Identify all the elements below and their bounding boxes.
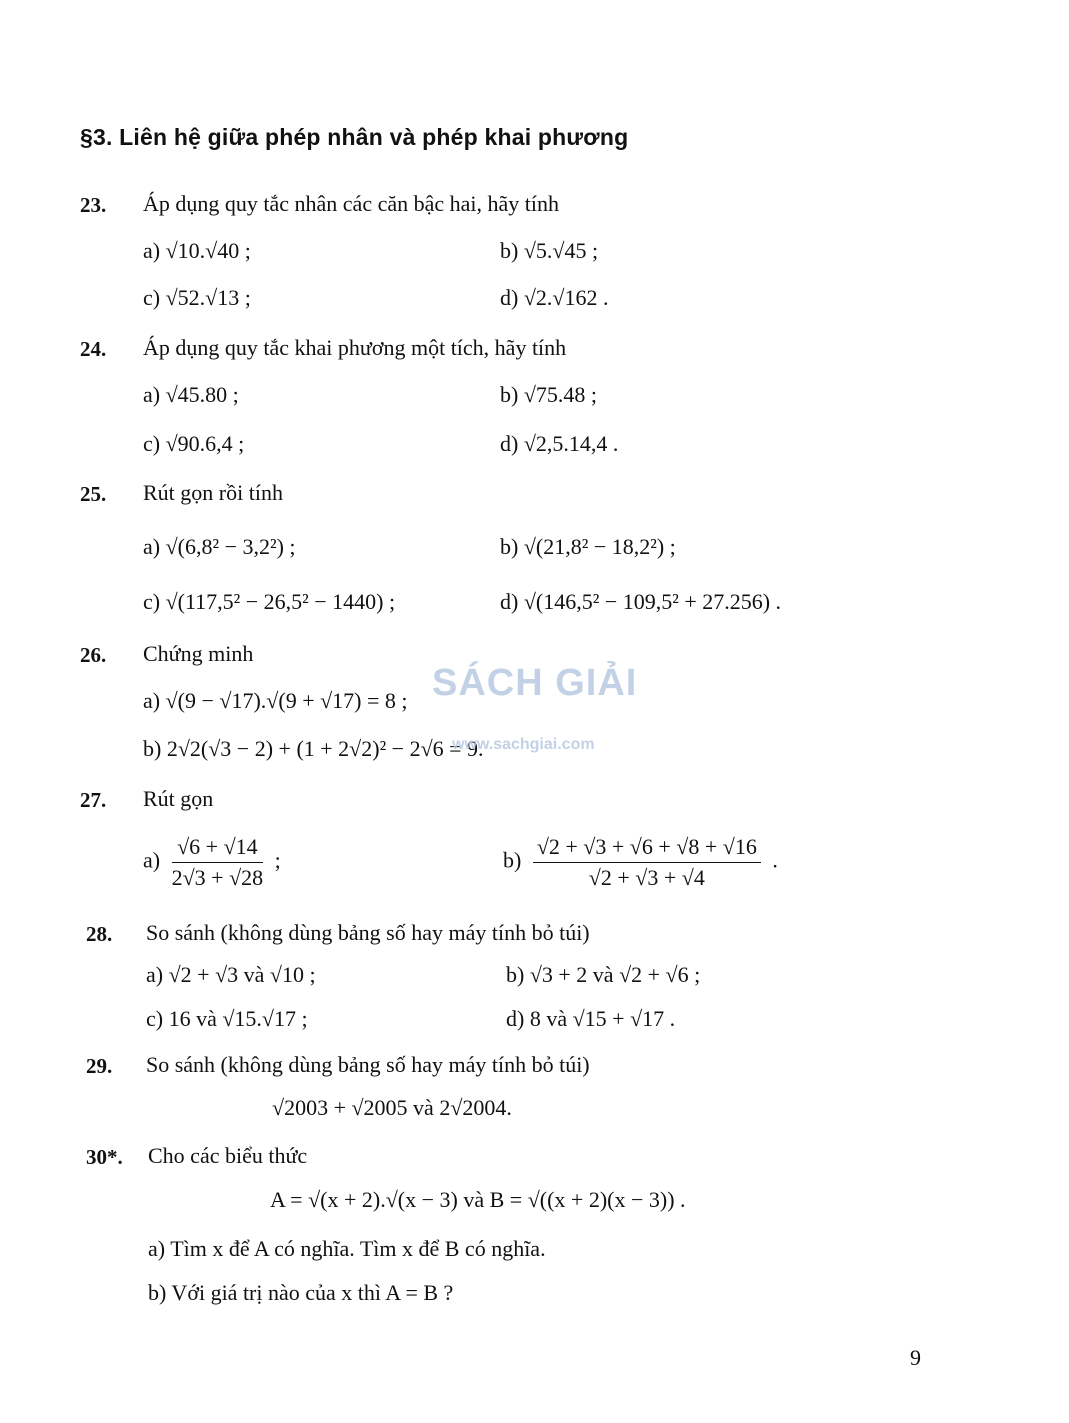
exercise-item: a) √(9 − √17).√(9 + √17) = 8 ;	[143, 688, 408, 713]
exercise-item: c) √90.6,4 ;	[143, 431, 245, 456]
exercise-text: Áp dụng quy tắc nhân các căn bậc hai, hãy tính	[143, 191, 560, 216]
fraction-denominator: √2 + √3 + √4	[588, 865, 705, 890]
exercise-number: 28.	[86, 922, 113, 946]
exercise-number: 26.	[80, 643, 107, 667]
exercise-item: d) √(146,5² − 109,5² + 27.256) .	[500, 589, 782, 614]
fraction-denominator: 2√3 + √28	[171, 865, 264, 890]
exercise-number: 24.	[80, 337, 107, 361]
exercise-item: b) Với giá trị nào của x thì A = B ?	[148, 1280, 454, 1305]
exercise-item: d) 8 và √15 + √17 .	[506, 1006, 676, 1031]
watermark-logo-text: SÁCH GIẢI	[432, 662, 638, 704]
exercise-item: b) √(21,8² − 18,2²) ;	[500, 534, 676, 559]
exercise-item: c) 16 và √15.√17 ;	[146, 1006, 308, 1031]
exercise-item: c) √(117,5² − 26,5² − 1440) ;	[143, 589, 396, 614]
exercise-number: 23.	[80, 193, 107, 217]
fraction-numerator: √6 + √14	[172, 834, 264, 863]
page-number: 9	[910, 1345, 921, 1370]
exercise-text: Rút gọn rồi tính	[143, 480, 283, 505]
exercise-text: So sánh (không dùng bảng số hay máy tính bỏ túi)	[146, 1052, 590, 1077]
exercise-item: a) √(6,8² − 3,2²) ;	[143, 534, 296, 559]
exercise-item: d) √2,5.14,4 .	[500, 431, 619, 456]
watermark-url: www.sachgiai.com	[452, 736, 595, 753]
exercise-item: a) Tìm x để A có nghĩa. Tìm x để B có nghĩa.	[148, 1236, 546, 1261]
exercise-item: b) 2√2(√3 − 2) + (1 + 2√2)² − 2√6 = 9.	[143, 736, 484, 761]
fraction-tail: ;	[274, 847, 281, 873]
exercise-text: Rút gọn	[143, 786, 214, 811]
exercise-item: b) √5.√45 ;	[500, 238, 599, 263]
exercise-item: b) √3 + 2 và √2 + √6 ;	[506, 962, 701, 987]
fraction-label: b)	[503, 847, 522, 873]
exercise-item: c) √52.√13 ;	[143, 285, 251, 310]
exercise-text: Cho các biểu thức	[148, 1143, 308, 1168]
fraction-tail: .	[772, 847, 778, 873]
exercise-item: a) √45.80 ;	[143, 382, 239, 407]
exercise-item: b) √75.48 ;	[500, 382, 598, 407]
exercise-text: Chứng minh	[143, 641, 254, 666]
exercise-item: a) √10.√40 ;	[143, 238, 251, 263]
fraction	[172, 834, 264, 891]
fraction-item-a	[143, 834, 281, 891]
exercise-text: Áp dụng quy tắc khai phương một tích, hãy tính	[143, 335, 567, 360]
exercise-number: 25.	[80, 482, 107, 506]
exercise-number: 30*.	[86, 1145, 123, 1169]
fraction-numerator: √2 + √3 + √6 + √8 + √16	[533, 834, 761, 863]
exercise-item: a) √2 + √3 và √10 ;	[146, 962, 316, 987]
exercise-text: So sánh (không dùng bảng số hay máy tính bỏ túi)	[146, 920, 590, 945]
fraction-label: a)	[143, 847, 161, 873]
fraction-item-b	[503, 834, 778, 891]
exercise-number: 27.	[80, 788, 107, 812]
centered-expression: √2003 + √2005 và 2√2004.	[272, 1095, 512, 1120]
exercise-number: 29.	[86, 1054, 113, 1078]
exercise-item: d) √2.√162 .	[500, 285, 609, 310]
section-title: §3. Liên hệ giữa phép nhân và phép khai phương	[80, 124, 629, 150]
watermark	[432, 662, 638, 753]
fraction	[533, 834, 761, 891]
centered-expression: A = √(x + 2).√(x − 3) và B = √((x + 2)(x − 3)) .	[270, 1187, 686, 1212]
